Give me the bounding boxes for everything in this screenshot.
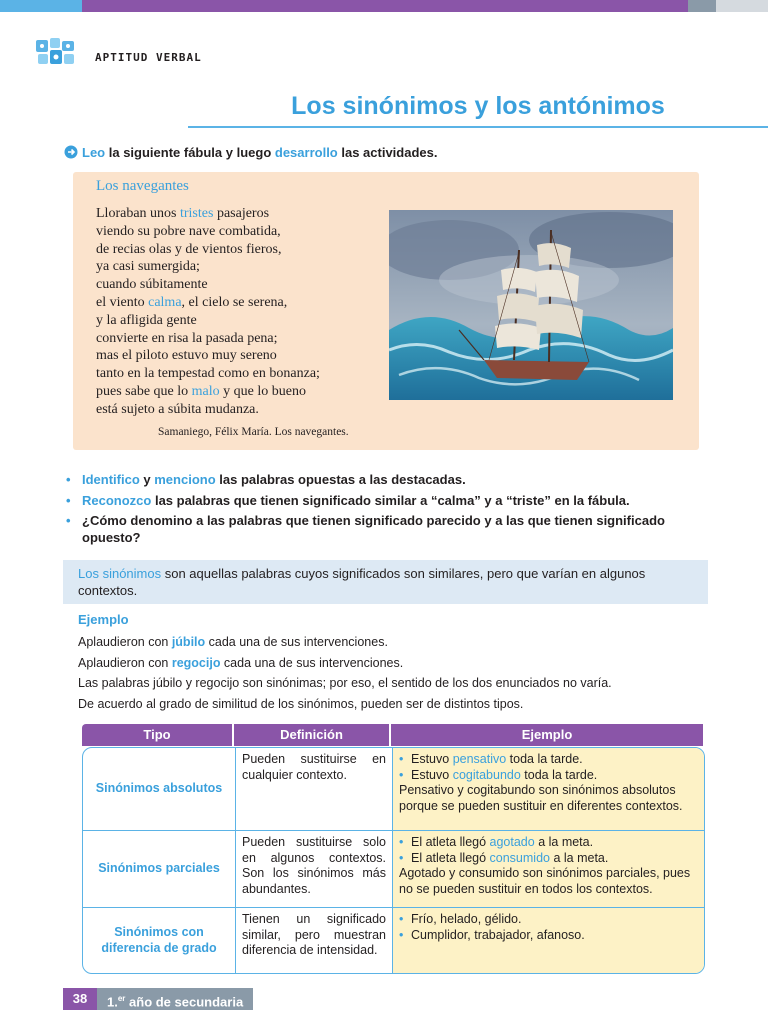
poem-line: ya casi sumergida; [96,259,200,275]
poem-line: pues sabe que lo malo y que lo bueno [96,383,306,399]
list-item: • ¿Cómo denomino a las palabras que tienen significado parecido y a las que tienen significado opuesto? [66,513,665,545]
table-cell-ejemplo [392,831,704,907]
poem-line: Lloraban unos tristes pasajeros [96,206,270,221]
poem-line: viendo su pobre nave combatida, [96,223,281,239]
table-cell-definicion: Pueden sustituirse en cualquier contexto. [235,748,392,830]
fable-poem [96,205,320,419]
intro-verb-leo: Leo [82,145,106,160]
example-body [78,632,612,714]
top-color-bar [0,0,768,12]
poem-line: de recias olas y de vientos fieros, [96,241,282,257]
example-explanation: Las palabras júbilo y regocijo son sinónimas; por eso, el sentido de los dos enunciados no varía. [78,676,612,690]
fable-source: Samaniego, Félix María. Los navegantes. [158,426,349,438]
top-bar-blue-segment [0,0,82,12]
page-number: 38 [63,988,97,1010]
table-cell-ejemplo [392,908,704,973]
list-item: • Estuvo cogitabundo toda la tarde. [399,767,598,782]
top-bar-purple-segment [82,0,688,12]
fable-title: Los navegantes [96,178,189,194]
table-cell-tipo: Sinónimos parciales [98,861,220,876]
grade-label: 1.$^{er}$ año de secundaria [107,994,244,1010]
list-item: • Cumplidor, trabajador, afanoso. [399,927,585,942]
intro-text-end: las actividades. [337,145,438,160]
top-bar-light-segment [716,0,768,12]
top-bar-gray-segment [688,0,716,12]
table-cell-ejemplo [392,748,704,830]
example-note: Agotado y consumido son sinónimos parciales, pues no se pueden sustituir en todos los contextos. [399,866,691,896]
aptitud-verbal-logo-icon [34,36,78,68]
poem-line: convierte en risa la pasada pena; [96,330,278,346]
table-header-definicion: Definición [234,724,389,746]
table-cell-tipo: Sinónimos con diferencia de grado [101,924,217,955]
table-cell-tipo: Sinónimos absolutos [95,781,223,796]
list-item: • Identifico y menciono las palabras opuestas a las destacadas. [66,472,466,487]
poem-line: mas el piloto estuvo muy sereno [96,348,277,364]
section-label: APTITUD VERBAL [95,51,202,64]
poem-line: cuando súbitamente [96,277,208,293]
title-underline [188,126,768,128]
example-line: Aplaudieron con júbilo cada una de sus intervenciones. [78,635,388,649]
definition-text: Los sinónimos son aquellas palabras cuyos significados son similares, pero que varían en algunos contextos. [78,566,646,598]
poem-line: tanto en la tempestad como en bonanza; [96,366,320,382]
list-item: • Frío, helado, gélido. [399,912,522,926]
poem-line: y la afligida gente [96,312,197,328]
example-note: Pensativo y cogitabundo son sinónimos absolutos porque se pueden sustituir en diferentes contextos. [399,783,683,813]
example-line: Aplaudieron con regocijo cada una de sus intervenciones. [78,655,404,670]
list-item: • Estuvo pensativo toda la tarde. [399,752,583,766]
table-body [82,747,705,974]
table-header-tipo: Tipo [82,724,232,746]
intro-verb-desarrollo: desarrollo [274,145,338,160]
intro-text: la siguiente fábula y luego [105,145,275,160]
synonyms-table [82,724,703,974]
intro-instruction [64,145,437,160]
list-item: • El atleta llegó consumido a la meta. [399,850,609,865]
table-cell-definicion: Tienen un significado similar, pero muestran diferencia de intensidad. [235,908,392,973]
poem-line: el viento calma, el cielo se serena, [96,294,288,310]
types-intro: De acuerdo al grado de similitud de los sinónimos, pueden ser de distintos tipos. [78,696,524,711]
table-cell-definicion: Pueden sustituirse solo en algunos contextos. Son los sinónimos más abundantes. [235,831,392,907]
activity-list [66,472,716,550]
page-title: Los sinónimos y los antónimos [291,92,665,120]
list-item: • El atleta llegó agotado a la meta. [399,835,594,849]
poem-line: está sujeto a súbita mudanza. [96,401,259,417]
arrow-circle-icon [64,145,78,159]
table-header-ejemplo: Ejemplo [391,724,703,746]
example-label: Ejemplo [78,612,129,627]
list-item: • Reconozco las palabras que tienen significado similar a “calma” y a “triste” en la fábula. [66,492,630,508]
ship-storm-illustration [389,210,673,400]
